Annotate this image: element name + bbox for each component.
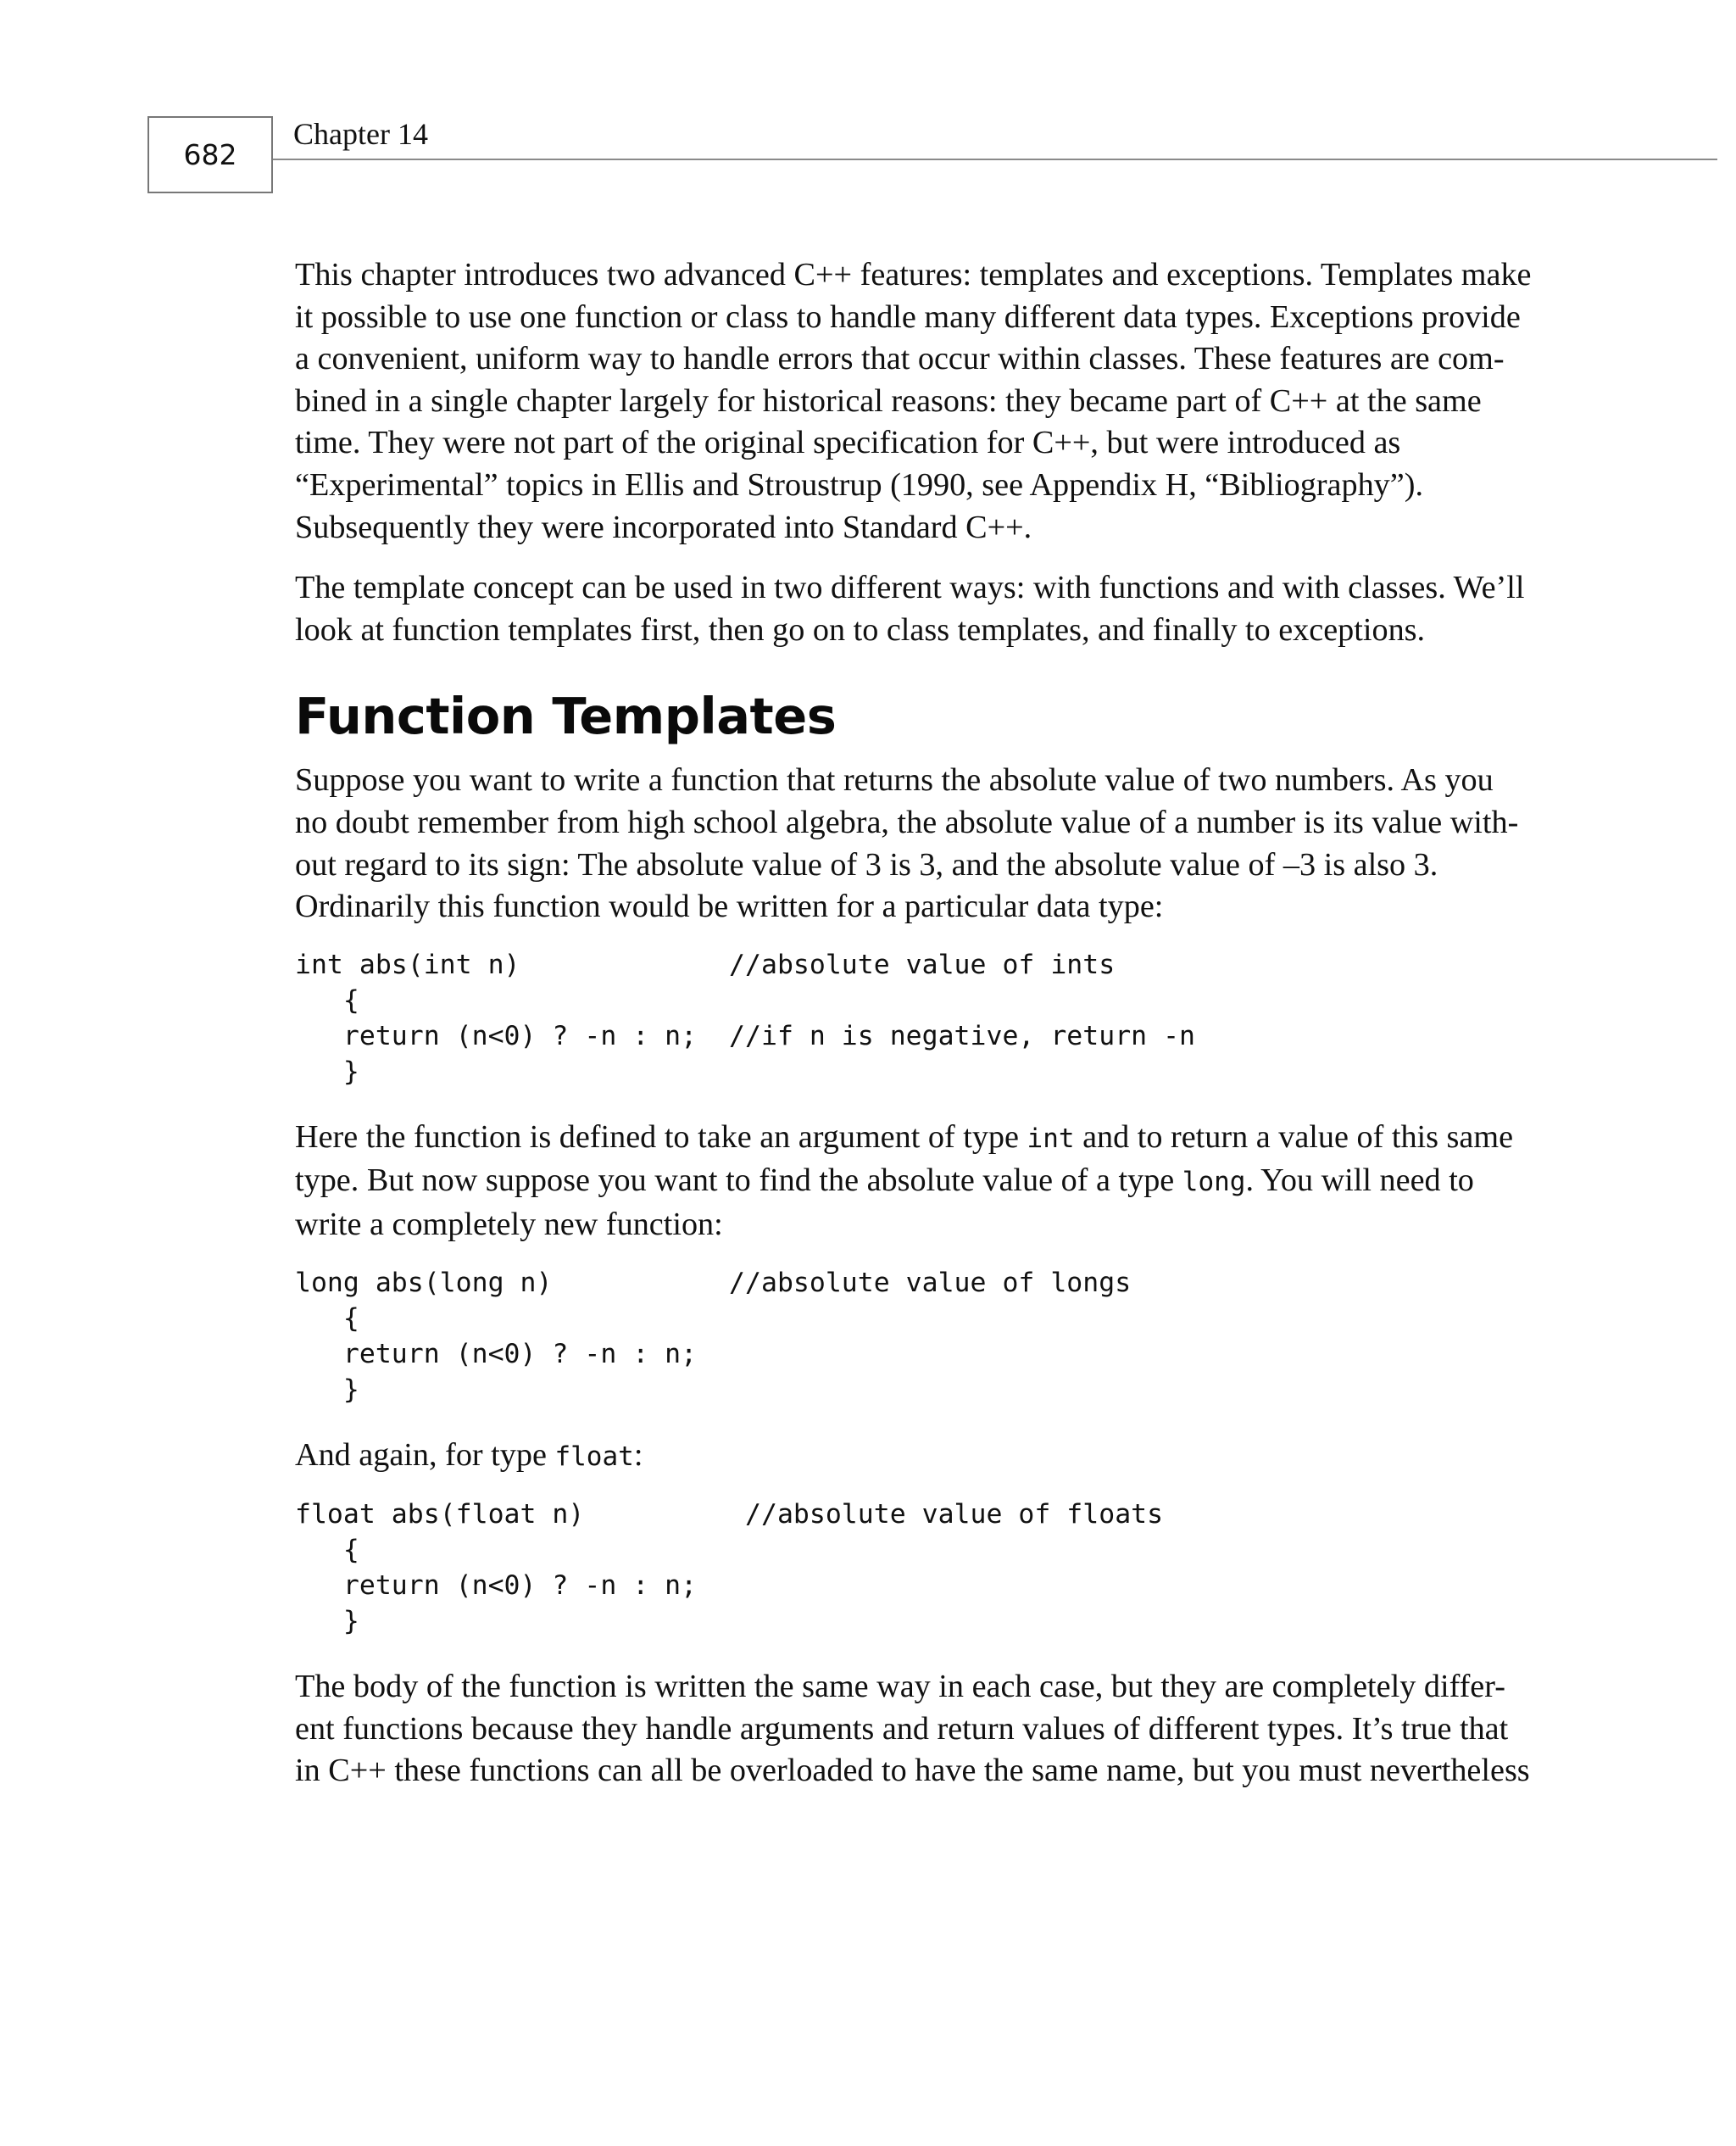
page-body (295, 254, 1550, 1811)
code-line: { (295, 984, 359, 1016)
text-line: in C++ these functions can all be overloaded to have the same name, but you must nevertheless (295, 1753, 1530, 1789)
code-line: return (n<0) ? -n : n; (295, 1338, 698, 1369)
text-line: out regard to its sign: The absolute value of 3 is 3, and the absolute value of –3 is also 3. (295, 846, 1438, 883)
text-line: write a completely new function: (295, 1206, 723, 1242)
section-paragraph-1 (295, 760, 1550, 928)
text-line: it possible to use one function or class to handle many different data types. Exceptions provide (295, 298, 1521, 335)
inline-code: long (1182, 1167, 1246, 1198)
code-line: float abs(float n) //absolute value of floats (295, 1499, 1164, 1530)
page-number: 682 (147, 116, 273, 193)
code-line: { (295, 1535, 359, 1566)
text-line: time. They were not part of the original specification for C++, but were introduced as (295, 425, 1401, 461)
text-line (295, 1160, 1550, 1204)
text-line: a convenient, uniform way to handle errors that occur within classes. These features are com- (295, 341, 1505, 377)
code-block-long-abs (295, 1265, 1550, 1407)
code-line: } (295, 1374, 359, 1405)
text-line: The body of the function is written the same way in each case, but they are completely differ- (295, 1669, 1505, 1705)
text-line: no doubt remember from high school algebra, the absolute value of a number is its value with- (295, 804, 1519, 840)
text-run: and to return a value of this same (1074, 1118, 1514, 1155)
code-line: return (n<0) ? -n : n; //if n is negative, return -n (295, 1020, 1196, 1051)
text-run: type. But now suppose you want to find the absolute value of a type (295, 1162, 1182, 1199)
section-paragraph-4 (295, 1666, 1550, 1792)
intro-paragraph-2 (295, 567, 1550, 651)
text-line: This chapter introduces two advanced C++ features: templates and exceptions. Templates make (295, 257, 1532, 293)
text-run: : (633, 1436, 643, 1473)
code-line: { (295, 1302, 359, 1334)
code-block-int-abs (295, 947, 1550, 1090)
text-run: . You will need to (1245, 1162, 1474, 1199)
code-line: long abs(long n) //absolute value of longs (295, 1267, 1132, 1298)
text-line (295, 1117, 1550, 1161)
running-head-chapter: Chapter 14 (293, 117, 428, 151)
code-line: } (295, 1606, 359, 1637)
header-rule (273, 159, 1717, 160)
text-line: Subsequently they were incorporated into Standard C++. (295, 509, 1032, 545)
code-line: } (295, 1056, 359, 1087)
text-run: Here the function is defined to take an argument of type (295, 1118, 1027, 1155)
text-line: “Experimental” topics in Ellis and Stroustrup (1990, see Appendix H, “Bibliography”). (295, 466, 1423, 503)
text-line: ent functions because they handle arguments and return values of different types. It’s true that (295, 1710, 1509, 1747)
text-run: And again, for type (295, 1436, 555, 1473)
code-line: return (n<0) ? -n : n; (295, 1570, 698, 1602)
code-block-float-abs (295, 1497, 1550, 1639)
section-paragraph-2 (295, 1117, 1550, 1246)
inline-code: float (554, 1441, 634, 1472)
section-heading: Function Templates (295, 687, 837, 746)
inline-code: int (1027, 1123, 1075, 1154)
section-paragraph-3 (295, 1435, 1550, 1479)
text-line: look at function templates first, then go on to class templates, and finally to exceptions. (295, 611, 1426, 648)
code-line: int abs(int n) //absolute value of ints (295, 949, 1116, 980)
text-line: Ordinarily this function would be written for a particular data type: (295, 889, 1164, 925)
text-line: Suppose you want to write a function that returns the absolute value of two numbers. As you (295, 762, 1494, 799)
text-line: bined in a single chapter largely for historical reasons: they became part of C++ at the same (295, 382, 1482, 419)
text-line: The template concept can be used in two different ways: with functions and with classes. We’ll (295, 570, 1525, 606)
text-line (295, 1435, 1550, 1479)
intro-paragraph-1 (295, 254, 1550, 549)
